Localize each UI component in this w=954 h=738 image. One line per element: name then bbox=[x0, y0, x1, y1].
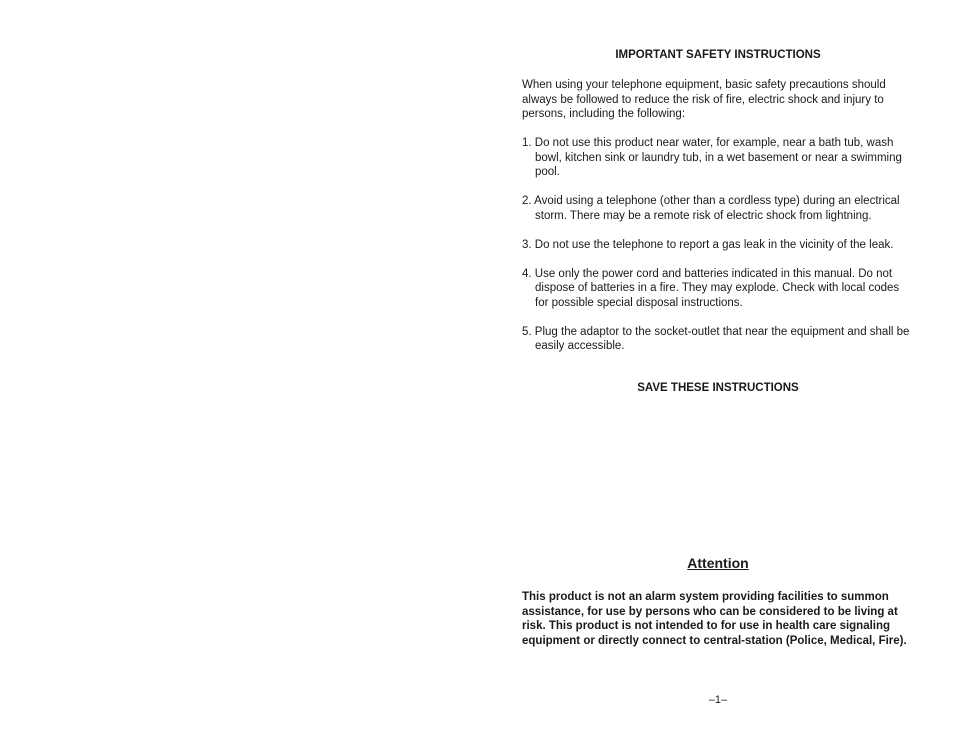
safety-item-5: 5. Plug the adaptor to the socket-outlet that near the equipment and shall be easily accessible. bbox=[522, 325, 910, 352]
safety-instructions-list bbox=[522, 136, 914, 368]
safety-item-2: 2. Avoid using a telephone (other than a cordless type) during an electrical storm. There may be a remote risk of electric shock from lightning. bbox=[522, 195, 900, 222]
safety-item-1: 1. Do not use this product near water, for example, near a bath tub, wash bowl, kitchen sink or laundry tub, in a wet basement or near a swimming pool. bbox=[522, 137, 902, 178]
manual-page bbox=[522, 0, 914, 738]
save-instructions-label: SAVE THESE INSTRUCTIONS bbox=[637, 382, 799, 394]
page-number: –1– bbox=[708, 694, 728, 706]
attention-heading: Attention bbox=[687, 555, 749, 571]
attention-notice-text: This product is not an alarm system providing facilities to summon assistance, for use by persons who can be considered to be living at risk. This product is not intended to for use in health care signaling equipment or directly connect to central-station (Police, Medical, Fire). bbox=[522, 591, 907, 647]
safety-instructions-title: IMPORTANT SAFETY INSTRUCTIONS bbox=[615, 49, 821, 61]
safety-intro-text: When using your telephone equipment, basic safety precautions should always be followed to reduce the risk of fire, electric shock and injury to persons, including the following: bbox=[522, 79, 886, 120]
safety-item-3: 3. Do not use the telephone to report a gas leak in the vicinity of the leak. bbox=[522, 238, 894, 251]
safety-item-4: 4. Use only the power cord and batteries indicated in this manual. Do not dispose of batteries in a fire. They may explode. Check with local codes for possible special disposal instructions. bbox=[522, 267, 900, 309]
